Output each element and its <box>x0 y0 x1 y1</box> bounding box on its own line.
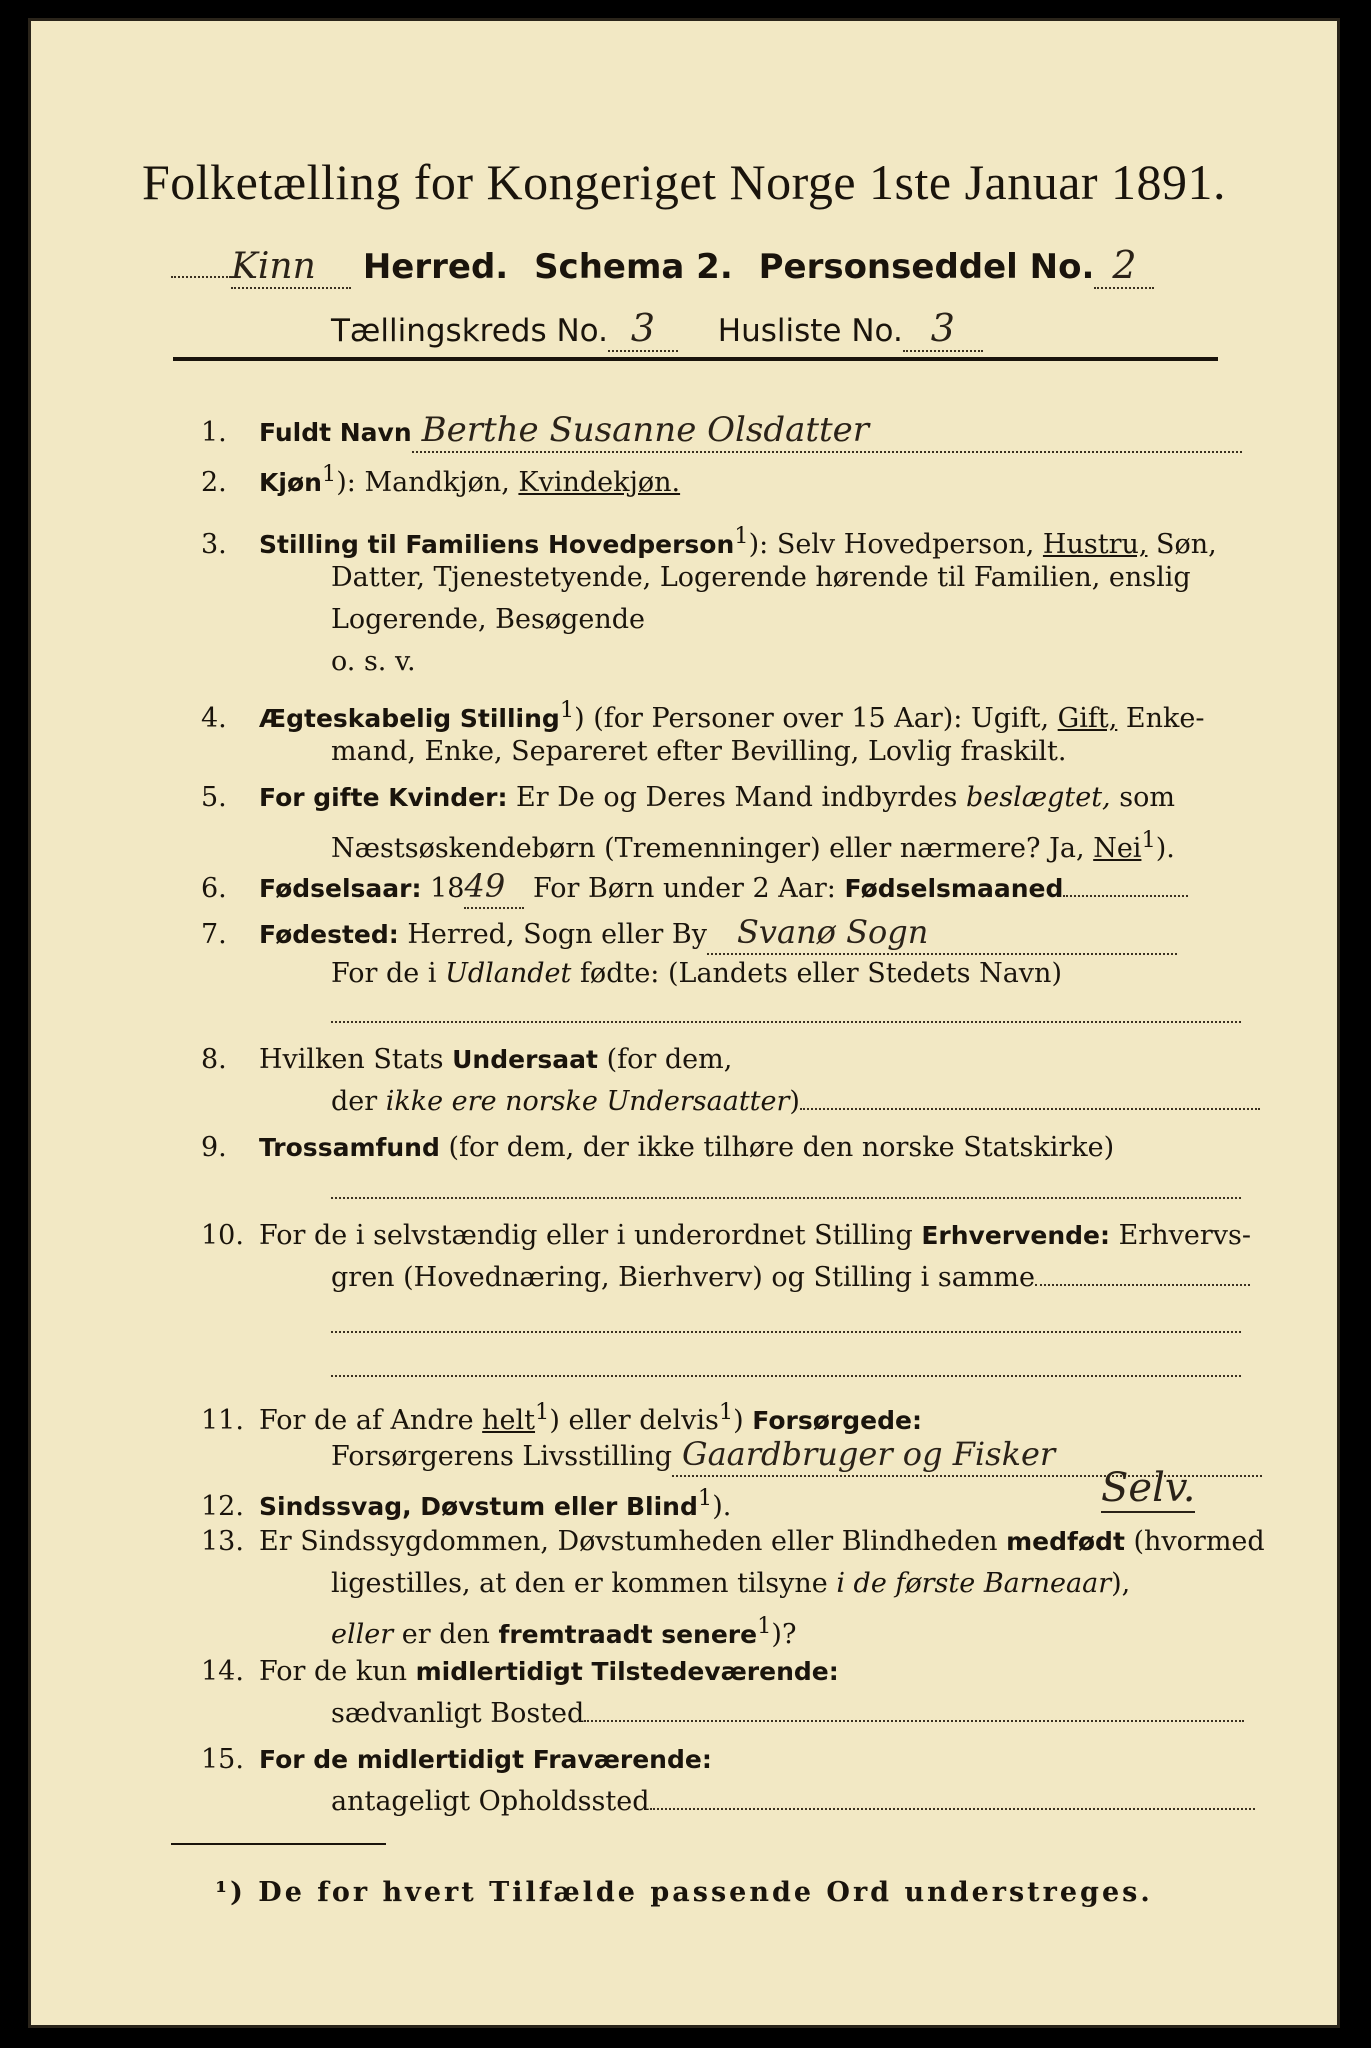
position-selected: Hustru, <box>1042 529 1148 560</box>
question-13-line-3: eller er den fremtraadt senere$^1$)? <box>331 1613 797 1650</box>
question-14: 14. For de kun midlertidigt Tilstedeværende: <box>201 1656 839 1687</box>
question-5-line-2: Næstsøskendebørn (Tremenninger) eller nærmere? Ja, Nei$^1$). <box>331 827 1175 864</box>
full-name-value: Berthe Susanne Olsdatter <box>412 409 1242 453</box>
question-8-line-2: der ikke ere norske Undersaatter) <box>331 1081 1260 1123</box>
question-14-line-2: sædvanligt Bosted <box>331 1693 1244 1735</box>
schema-label: Schema 2. <box>534 247 733 287</box>
birth-year-value: 49 <box>464 865 524 909</box>
header-rule <box>173 357 1218 361</box>
question-7: 7. Fødested: Herred, Sogn eller By Svanø Sogn <box>201 911 1177 956</box>
kreds-value: 3 <box>608 306 678 352</box>
census-form-sheet <box>28 18 1340 2028</box>
herred-value: Kinn <box>231 246 351 289</box>
gender-selected: Kvindekjøn. <box>518 467 681 498</box>
kreds-label: Tællingskreds No. <box>331 313 608 349</box>
disability-note-value: Selv. <box>1101 1465 1196 1511</box>
question-6: 6. Fødselsaar: 1849 For Børn under 2 Aar: Fødselsmaaned <box>201 865 1188 910</box>
herred-label: Herred. <box>362 247 509 287</box>
religion-blank <box>331 1197 1241 1199</box>
form-title: Folketælling for Kongeriget Norge 1ste Januar 1891. <box>141 154 1227 210</box>
footnote: ¹) De for hvert Tilfælde passende Ord understreges. <box>215 1877 1153 1908</box>
question-10: 10. For de i selvstændig eller i underordnet Stilling Erhvervende: Erhvervs- <box>201 1220 1251 1251</box>
marital-selected: Gift, <box>1057 703 1118 734</box>
provider-occupation-value: Gaardbruger og Fisker <box>672 1433 1262 1477</box>
question-3: 3. Stilling til Familiens Hovedperson$^1$): Selv Hovedperson, Hustru, Søn, <box>201 523 1217 560</box>
personseddel-label: Personseddel No. <box>758 247 1095 287</box>
question-10-line-2: gren (Hovednæring, Bierhverv) og Stilling i samme <box>331 1257 1250 1299</box>
kreds-line <box>331 306 1131 356</box>
question-15: 15. For de midlertidigt Fraværende: <box>201 1744 712 1775</box>
footnote-rule <box>171 1843 386 1845</box>
question-11: 11. For de af Andre helt$^1$) eller delvis$^1$) Forsørgede: <box>201 1399 922 1436</box>
husliste-label: Husliste No. <box>717 313 903 349</box>
question-3-line-2: Datter, Tjenestetyende, Logerende hørende til Familien, enslig <box>331 562 1191 593</box>
question-3-line-3: Logerende, Besøgende <box>331 604 645 635</box>
herred-line <box>171 243 1251 293</box>
husliste-value: 3 <box>903 306 983 352</box>
question-7-line-2: For de i Udlandet fødte: (Landets eller Stedets Navn) <box>331 958 1062 989</box>
question-13-line-2: ligestilles, at den er kommen tilsyne i de første Barneaar), <box>331 1568 1131 1599</box>
question-12: 12. Sindssvag, Døvstum eller Blind$^1$). <box>201 1485 732 1522</box>
question-11-line-2: Forsørgerens Livsstilling Gaardbruger og Fisker <box>331 1433 1262 1478</box>
question-15-line-2: antageligt Opholdssted <box>331 1781 1255 1823</box>
foreign-birthplace-blank <box>331 1021 1241 1023</box>
question-2: 2. Kjøn$^1$): Mandkjøn, Kvindekjøn. <box>201 461 681 498</box>
question-13: 13. Er Sindssygdommen, Døvstumheden eller Blindheden medfødt (hvormed <box>201 1526 1265 1557</box>
occupation-blank-1 <box>331 1331 1241 1333</box>
question-5: 5. For gifte Kvinder: Er De og Deres Mand indbyrdes beslægtet, som <box>201 782 1175 813</box>
personseddel-value: 2 <box>1094 243 1154 289</box>
question-3-line-4: o. s. v. <box>331 646 416 677</box>
question-1: 1. Fuldt Navn Berthe Susanne Olsdatter <box>201 409 1242 454</box>
related-selected: Nei <box>1093 833 1142 864</box>
question-4: 4. Ægteskabelig Stilling$^1$) (for Personer over 15 Aar): Ugift, Gift, Enke- <box>201 697 1205 734</box>
question-9: 9. Trossamfund (for dem, der ikke tilhøre den norske Statskirke) <box>201 1132 1115 1163</box>
occupation-blank-2 <box>331 1375 1241 1377</box>
birthplace-value: Svanø Sogn <box>707 911 1177 955</box>
question-8: 8. Hvilken Stats Undersaat (for dem, <box>201 1044 733 1075</box>
question-4-line-2: mand, Enke, Separeret efter Bevilling, Lovlig fraskilt. <box>331 736 1067 767</box>
